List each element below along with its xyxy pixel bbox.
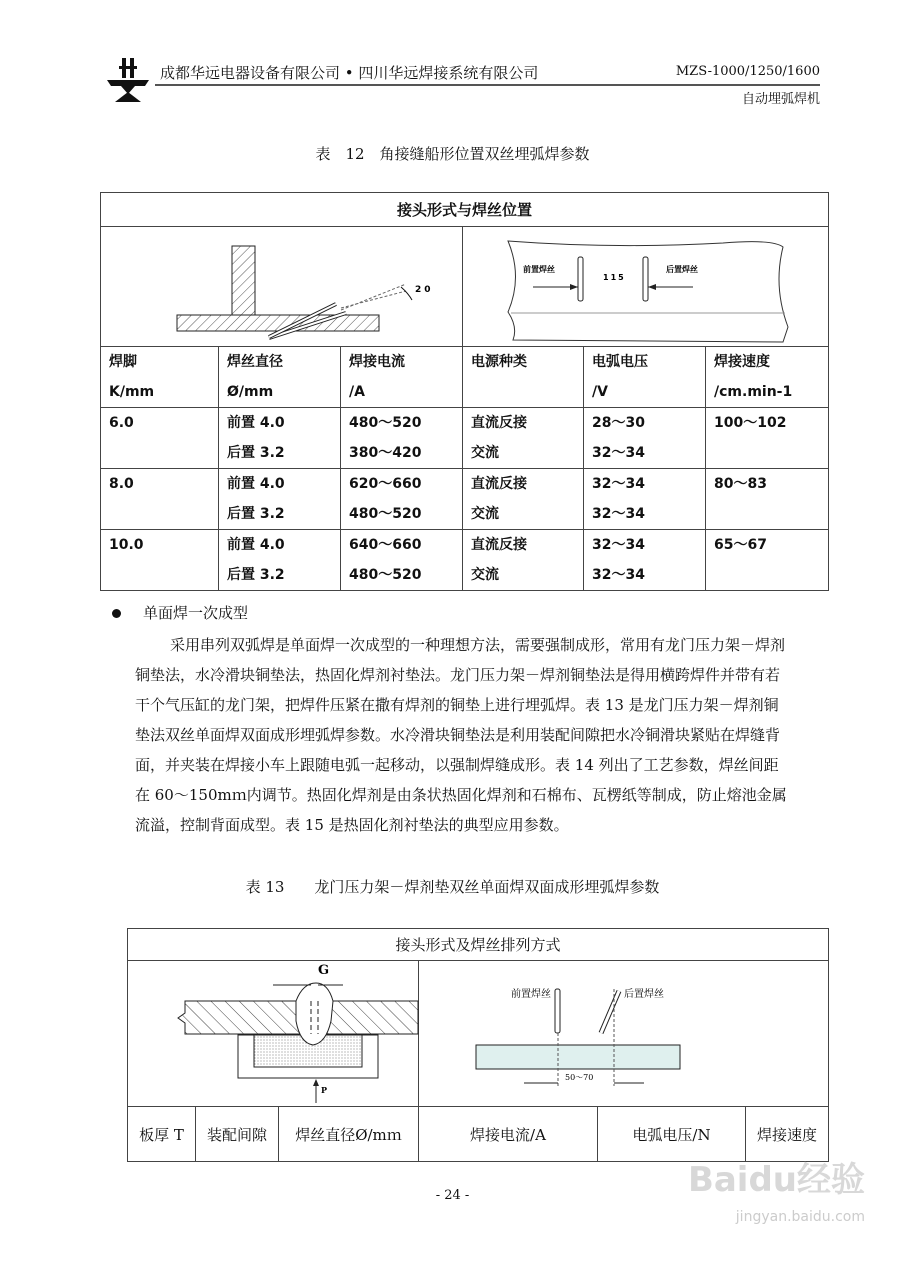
front-wire-label: 前置焊丝 xyxy=(523,265,555,274)
wire-position-diagram xyxy=(463,227,829,347)
company-logo-icon xyxy=(105,56,151,104)
header-company: 成都华远电器设备有限公司 • 四川华远焊接系统有限公司 xyxy=(160,64,539,82)
table12-section-title: 接头形式与焊丝位置 xyxy=(101,193,829,227)
table13 xyxy=(127,928,829,1162)
spacing-label: 50～70 xyxy=(565,1073,594,1082)
table13-header-row: 板厚 T 装配间隙 焊丝直径Ø/mｍ 焊接电流/A 电弧电压/N 焊接速度 xyxy=(128,1107,829,1162)
header-model: MZS-1000/1250/1600 xyxy=(675,64,820,79)
front-wire-label: 前置焊丝 xyxy=(511,989,551,1000)
page-number: - 24 - xyxy=(435,1188,470,1203)
header-product: 自动埋弧焊机 xyxy=(741,92,820,107)
body-paragraph: 采用串列双弧焊是单面焊一次成型的一种理想方法，需要强制成形，常用有龙门压力架－焊剂 铜垫法，水冷滑块铜垫法，热固化焊剂衬垫法。龙门压力架－焊剂铜垫法是得用横跨焊件并带有若 干个气压缸的龙门架，把焊件压紧在撒有焊剂的铜垫上进行埋弧焊。表 13 是龙门压力架－焊剂铜 垫法双丝单面焊双面成形埋弧焊参数。水冷滑块铜垫法是利用装配间隙把水冷铜滑块紧贴在焊缝背 面，并夹装在焊接小车上跟随电弧一起移动，以强制焊缝成形。表 14 列出了工艺参数，焊丝间距 在 60～150mｍ内调节。热固化焊剂是由条状热固化焊剂和石棉布、瓦楞纸等制成，防止熔池金属 流溢，控制背面成型。表 15 是热固化剂衬垫法的典型应用参数。 xyxy=(135,636,787,834)
table-row: 8.0 前置 4.0 后置 3.2 620～660 480～520 直流反接 交流 32～34 32～34 80～83 xyxy=(101,469,829,530)
table12 xyxy=(100,192,829,591)
butt-joint-diagram xyxy=(128,961,419,1107)
table13-section-title: 接头形式及焊丝排列方式 xyxy=(128,929,829,961)
wire-arrangement-diagram xyxy=(419,961,829,1107)
fillet-joint-diagram xyxy=(101,227,463,347)
rear-wire-label: 后置焊丝 xyxy=(666,265,698,274)
gap-label: G xyxy=(318,963,330,978)
table12-header-row: 焊脚 K/mm 焊丝直径 Ø/mm 焊接电流 /A 电源种类 电弧电压 /V 焊接速度 /cm.min-1 xyxy=(101,347,829,408)
table12-caption: 表 12 角接缝船形位置双丝埋弧焊参数 xyxy=(315,145,590,163)
watermark-logo: Baidu经验 xyxy=(687,1160,865,1200)
table13-caption: 表 13 龙门压力架－焊剂垫双丝单面焊双面成形埋弧焊参数 xyxy=(245,878,660,896)
header-rule xyxy=(155,84,820,86)
bullet-item: 单面焊一次成型 xyxy=(112,604,248,622)
bullet-icon xyxy=(112,609,121,618)
table-row: 10.0 前置 4.0 后置 3.2 640～660 480～520 直流反接 交流 32～34 32～34 65～67 xyxy=(101,530,829,591)
angle-label: 20 xyxy=(415,285,434,295)
watermark-url: jingyan.baidu.com xyxy=(735,1209,865,1225)
pressure-label: P xyxy=(321,1085,328,1095)
spacing-label: 115 xyxy=(603,273,626,282)
rear-wire-label: 后置焊丝 xyxy=(624,989,664,1000)
table-row: 6.0 前置 4.0 后置 3.2 480～520 380～420 直流反接 交流 28～30 32～34 100～102 xyxy=(101,408,829,469)
